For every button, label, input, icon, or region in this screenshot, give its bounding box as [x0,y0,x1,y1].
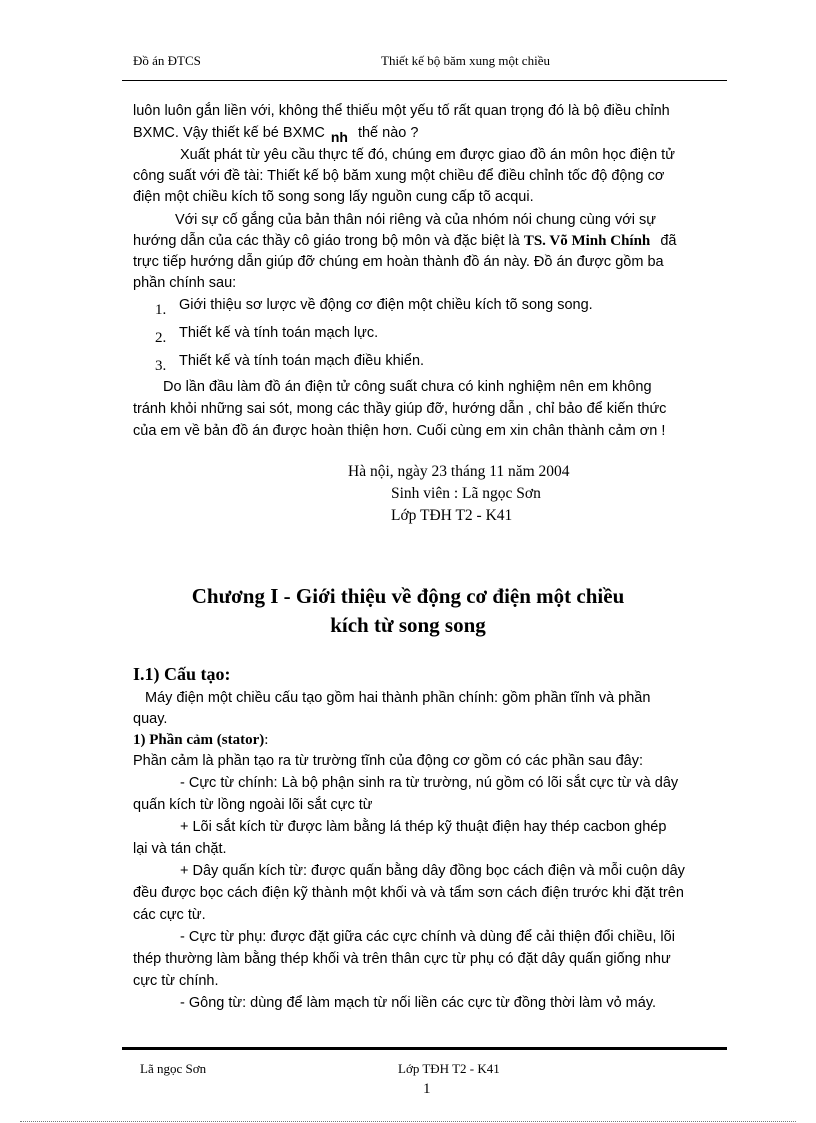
footer-center: Lớp TĐH T2 - K41 [398,1061,500,1076]
body-line: quay. [133,711,168,727]
body-line: thép thường làm bằng thép khối và trên thân cực từ phụ có đặt dây quấn giống như [133,951,671,967]
body-line: quấn kích từ lồng ngoài lõi sắt cực từ [133,797,373,813]
section-title: I.1) Cấu tạo: [133,664,231,684]
body-line: cực từ chính. [133,973,219,989]
intro-line: hướng dẫn của các thầy cô giáo trong bộ môn và đặc biệt là TS. Võ Minh Chính đã [133,233,677,249]
chapter-subtitle: kích từ song song [330,613,486,637]
intro-line: Với sự cố gắng của bản thân nói riêng và của nhóm nói chung cùng với sự [175,212,656,228]
footer-rule [122,1047,727,1050]
intro-line: trực tiếp hướng dẫn giúp đỡ chúng em hoàn thành đồ án này. Đồ án được gồm ba [133,254,664,270]
header-rule [122,80,727,81]
subsection-title: 1) Phần cảm (stator): [133,732,269,748]
body-line: lại và tán chặt. [133,841,227,857]
intro-line: BXMC. Vậy thiết kế bé BXMC nh thế nào ? [133,125,419,145]
list-item: 2. Thiết kế và tính toán mạch lực. [155,325,379,346]
intro-line: công suất với đề tài: Thiết kế bộ băm xung một chiều để điều chỉnh tốc độ động cơ [133,168,665,184]
signature-student: Sinh viên : Lã ngọc Sơn [391,485,541,502]
list-item: 1. Giới thiệu sơ lược về động cơ điện một chiều kích tõ song song. [155,297,593,318]
body-line: các cực từ. [133,907,206,923]
page-number: 1 [423,1081,431,1097]
advisor-name: TS. Võ Minh Chính [523,233,651,249]
intro-line: điện một chiều kích tõ song song lấy nguồn cung cấp tõ acqui. [133,189,534,205]
body-line: + Lõi sắt kích từ được làm bằng lá thép kỹ thuật điện hay thép cacbon ghép [180,819,667,835]
header-left: Đồ án ĐTCS [133,53,201,68]
intro-line: luôn luôn gắn liền với, không thể thiếu một yếu tố rất quan trọng đó là bộ điều chỉnh [133,103,670,119]
body-line: - Cực từ chính: Là bộ phận sinh ra từ trường, nú gồm có lõi sắt cực từ và dây [180,775,679,791]
body-line: Phần cảm là phần tạo ra từ trường tĩnh của động cơ gồm có các phần sau đây: [133,753,643,769]
closing-line: tránh khỏi những sai sót, mong các thầy giúp đỡ, hướng dẫn , chỉ bảo để kiến thức [133,401,667,417]
body-line: - Gông từ: dùng để làm mạch từ nối liền các cực từ đồng thời làm vỏ máy. [180,995,657,1011]
intro-line: phần chính sau: [133,275,237,291]
chapter-title: Chương I - Giới thiệu về động cơ điện một chiều [191,584,625,608]
body-line: Máy điện một chiều cấu tạo gồm hai thành phần chính: gồm phần tĩnh và phần [145,690,651,706]
closing-line: của em về bản đồ án được hoàn thiện hơn. Cuối cùng em xin chân thành cảm ơn ! [133,423,666,439]
page-edge-rule [20,1121,796,1122]
footer-left: Lã ngọc Sơn [140,1061,207,1076]
list-item: 3. Thiết kế và tính toán mạch điều khiển. [155,353,425,374]
intro-line: Xuất phát từ yêu cầu thực tế đó, chúng em được giao đồ án môn học điện tử [180,147,675,163]
body-line: - Cực từ phụ: được đặt giữa các cực chính và dùng để cải thiện đổi chiều, lõi [180,929,675,945]
signature-class: Lớp TĐH T2 - K41 [391,507,513,524]
body-line: + Dây quấn kích từ: được quấn bằng dây đồng bọc cách điện và mỗi cuộn dây [180,863,685,879]
body-line: đều được bọc cách điện kỹ thành một khối và và tẩm sơn cách điện trước khi đặt trên [133,885,684,901]
signature-date: Hà nội, ngày 23 tháng 11 năm 2004 [348,463,570,480]
header-center: Thiết kế bộ băm xung một chiều [381,53,550,68]
subscript-nh: nh [330,129,348,145]
closing-line: Do lần đầu làm đồ án điện tử công suất chưa có kinh nghiệm nên em không [163,379,652,395]
